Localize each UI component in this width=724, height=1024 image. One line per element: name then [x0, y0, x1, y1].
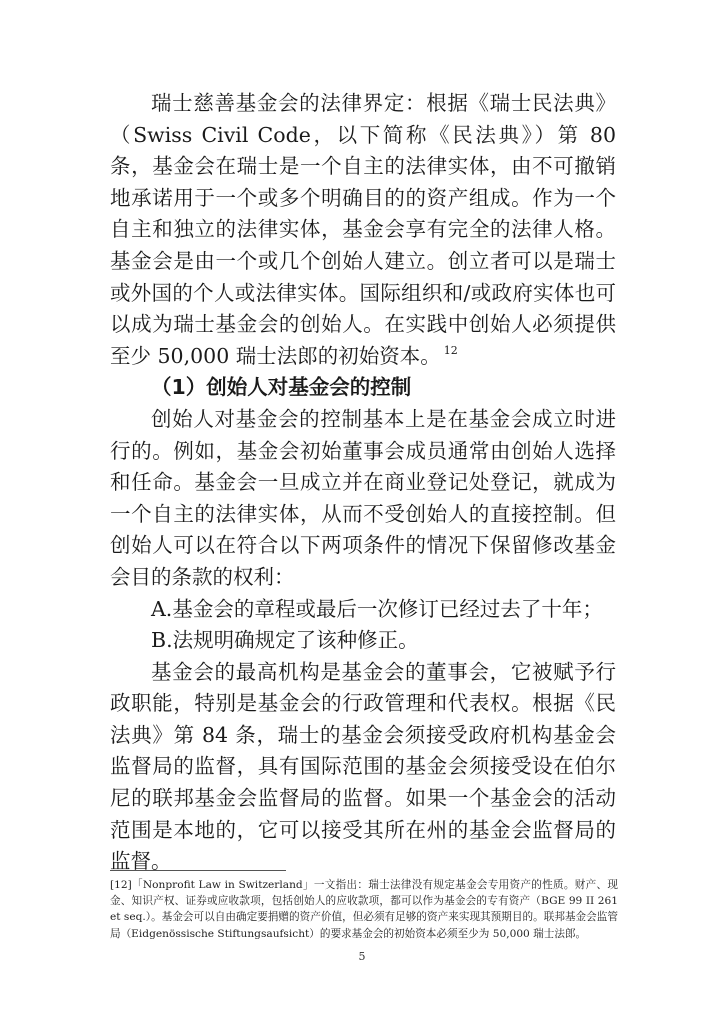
footnote-divider — [110, 870, 286, 871]
page-number: 5 — [358, 950, 366, 963]
paragraph-board-supervision: 基金会的最高机构是基金会的董事会，它被赋予行政职能，特别是基金会的行政管理和代表权。根据《民法典》第 84 条，瑞士的基金会须接受政府机构基金会监督局的监督，具有国际范围的基金会须接受设在伯尔尼的联邦基金会监督局的监督。如果一个基金会的活动范围是本地的，它可以接受其所在州的基金会监督局的监督。 — [110, 659, 616, 874]
list-item-a: A.基金会的章程或最后一次修订已经过去了十年； — [151, 596, 603, 621]
footnote — [110, 877, 618, 942]
paragraph-founder-control: 创始人对基金会的控制基本上是在基金会成立时进行的。例如，基金会初始董事会成员通常由创始人选择和任命。基金会一旦成立并在商业登记处登记，就成为一个自主的法律实体，从而不受创始人的直接控制。但创始人可以在符合以下两项条件的情况下保留修改基金会目的条款的权利： — [110, 406, 616, 589]
body-text — [110, 88, 616, 878]
section-heading: （1）创始人对基金会的控制 — [151, 375, 412, 400]
list-item-b: B.法规明确规定了该种修正。 — [151, 628, 419, 653]
footnote-reference[interactable]: 12 — [443, 343, 458, 357]
footnote-text: [12]「Nonprofit Law in Switzerland」一文指出：瑞士法律没有规定基金会专用资产的性质。财产、现金、知识产权、证券或应收款项，包括创始人的应收款项，都可以作为基金会的专有资产（BGE 99 II 261 et seq.）。基金会可以自由确定要捐赠的资产价值，但必须有足够的资产来实现其预期目的。联邦基金会监管局（Eidgenössische Stiftungsaufsicht）的要求基金会的初始资本必须至少为 50,000 瑞士法郎。 — [110, 879, 618, 940]
paragraph-text: 瑞士慈善基金会的法律界定：根据《瑞士民法典》（Swiss Civil Code，以下简称《民法典》）第 80 条，基金会在瑞士是一个自主的法律实体，由不可撤销地承诺用于一个或多个明确目的的资产组成。作为一个自主和独立的法律实体，基金会享有完全的法律人格。基金会是由一个或几个创始人建立。创立者可以是瑞士或外国的个人或法律实体。国际组织和/或政府实体也可以成为瑞士基金会的创始人。在实践中创始人必须提供至少 50,000 瑞士法郎的初始资本。 — [110, 91, 616, 368]
paragraph-legal-definition — [110, 88, 616, 372]
